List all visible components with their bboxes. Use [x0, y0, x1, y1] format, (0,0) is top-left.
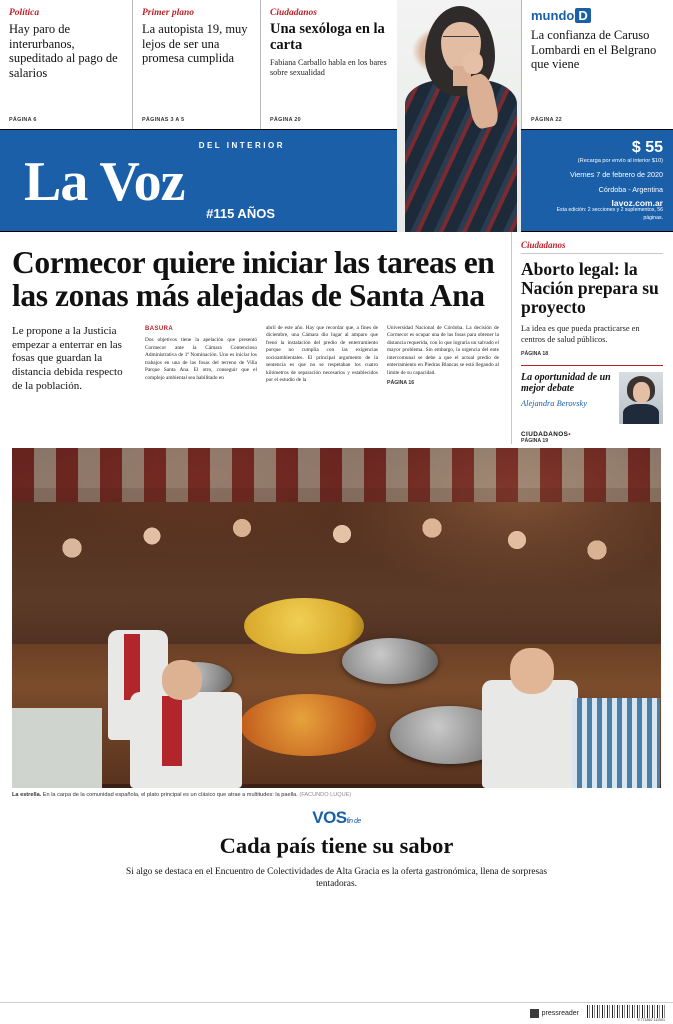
footer-bar — [0, 1002, 673, 1024]
edition-date: Viernes 7 de febrero de 2020 — [570, 169, 663, 179]
secondary-page-ref: PÁGINA 18 — [521, 350, 549, 357]
price-note: (Recarga por envío al interior $10) — [577, 158, 663, 164]
secondary-story-column — [512, 232, 672, 444]
section-footer-tag: CIUDADANOS• — [521, 430, 571, 438]
opinion-author: Alejandra Berovsky — [521, 399, 587, 409]
sexologist-photo — [397, 0, 521, 232]
caption-text: En la carpa de la comunidad española, el plato principal es un clásico que atrae a multitudes: la paella. — [42, 791, 298, 798]
website-link[interactable]: lavoz.com.ar — [611, 198, 663, 209]
teaser-headline: La autopista 19, muy lejos de ser una promesa cumplida — [142, 22, 248, 65]
barcode-block — [587, 1005, 665, 1022]
lead-paragraph: Le propone a la Justicia empezar a enterrar en las fosas que guardan la distancia debida respecto de la población. — [12, 324, 123, 393]
secondary-subhead: La idea es que pueda practicarse en centros de salud públicos. — [521, 323, 640, 344]
article-column-2 — [266, 325, 378, 394]
article-text: abril de este año. Hay que recordar que, a fines de diciembre, una Cámara dio lugar al amparo que frenó la instalación del predio de enterramiento porque no cumplía con las exigencias socioambientales. El principal argumento de la sentencia es que no se respetaban los cuatro kilómetros de separación necesarios y establecidos por el estudio de la — [266, 324, 378, 384]
section-tag: BASURA — [145, 325, 174, 332]
secondary-headline[interactable]: Aborto legal: la Nación prepara su proyecto — [521, 259, 659, 317]
vos-headline: Cada país tiene su sabor — [219, 832, 454, 858]
server-sash-front — [162, 696, 182, 766]
article-text: Universidad Nacional de Córdoba. La decisión de Cormecor es ocupar una de las fosas para obtener la distancia requerida, con lo que lograría un salvado el mayor problema. Sin embargo, la urgencia del ente intercomunal se debe a que el actual predio de enterramiento en Piedras Blancas se está llegando al límite de su capacidad. — [387, 324, 499, 376]
customer-striped-shirt — [572, 698, 660, 788]
page-title: Cormecor quiere iniciar las tareas en las zonas más alejadas de Santa Ana — [12, 245, 495, 314]
server-figure-front — [130, 692, 242, 788]
vos-brand-sub: fin de — [346, 817, 361, 825]
secondary-kicker: Ciudadanos — [521, 240, 663, 254]
avatar-face — [633, 382, 650, 403]
foreground-table-edge — [12, 708, 102, 788]
article-page-ref: PÁGINA 16 — [387, 380, 415, 387]
mundod-logo: mundo D — [531, 8, 664, 23]
teaser-kicker: Ciudadanos — [270, 8, 317, 18]
article-column-3 — [387, 325, 499, 394]
photo-credit: (FACUNDO LUQUE) — [299, 791, 352, 798]
edition-place: Córdoba - Argentina — [598, 184, 663, 194]
opinion-block[interactable] — [521, 372, 663, 424]
glasses-icon — [443, 36, 479, 45]
pressreader-logo[interactable] — [530, 1009, 579, 1018]
teaser-mundod[interactable] — [521, 0, 673, 129]
main-photo — [12, 448, 661, 788]
teaser-page-ref: PÁGINA 20 — [270, 117, 301, 123]
customer-figure-right — [482, 680, 578, 788]
masthead-logo-area[interactable] — [0, 130, 397, 231]
section-footer-page: PÁGINA 19 — [521, 437, 549, 444]
avatar — [619, 372, 663, 424]
teaser-primer-plano[interactable] — [132, 0, 260, 129]
vos-logo — [0, 808, 673, 828]
main-body — [0, 232, 673, 444]
caption-lead: La estrella. — [12, 791, 42, 798]
paella-pan-metal — [342, 638, 438, 684]
vos-brand: VOS — [312, 807, 347, 827]
paella-pan-yellow — [244, 598, 364, 654]
article-columns — [145, 325, 499, 394]
teaser-page-ref: PÁGINA 22 — [531, 117, 562, 123]
opinion-title: La oportunidad de un mejor debate — [521, 371, 611, 394]
teaser-headline: Una sexóloga en la carta — [270, 21, 385, 53]
masthead-logo: La Voz — [24, 151, 185, 213]
teaser-headline: La confianza de Caruso Lombardi en el Belgrano que viene — [531, 28, 657, 71]
teaser-ciudadanos[interactable] — [260, 0, 397, 129]
photo-torso — [405, 80, 517, 232]
paella-pan-red — [240, 694, 376, 756]
lead-story-column — [0, 232, 512, 444]
cook-sash-left — [124, 634, 140, 700]
opinion-text — [521, 372, 613, 410]
teaser-headline: Hay paro de interurbanos, supeditado al pago de salarios — [9, 22, 118, 80]
article-text: Dos objetivos tiene la apelación que presentó Cormecor ante la Cámara Contencioso Administrativa de 1ª Nominación. Uno es iniciar los trabajos en una de las fosas del terreno de Villa Parque Santa Ana. El otro, conseguir que el complejo ambiental sea habilitado en — [145, 337, 257, 381]
masthead-anniversary: #115 AÑOS — [206, 206, 275, 221]
masthead-pretitle: DEL INTERIOR — [198, 141, 285, 150]
server-head-front — [162, 660, 202, 700]
pressreader-label: pressreader — [541, 1010, 579, 1017]
section-footer-label: CIUDADANOS — [521, 430, 569, 438]
vos-supplement-block[interactable] — [0, 808, 673, 890]
masthead — [0, 130, 673, 232]
teaser-strip — [0, 0, 673, 130]
teaser-page-ref: PÁGINAS 3 A 5 — [142, 117, 185, 123]
photo-hand — [463, 52, 483, 74]
teaser-page-ref: PÁGINA 6 — [9, 117, 37, 123]
teaser-kicker: Primer plano — [142, 8, 194, 18]
pressreader-icon — [530, 1009, 539, 1018]
barcode-icon — [587, 1005, 665, 1018]
teaser-kicker: Política — [9, 8, 40, 18]
article-column-1 — [145, 325, 257, 394]
edition-note: Esta edición: 2 secciones y 2 suplementos, 56 páginas. — [556, 207, 663, 222]
customer-head-right — [510, 648, 554, 694]
teaser-subhead: Fabiana Carballo habla en los bares sobre sexualidad — [270, 57, 387, 77]
vos-subhead: Si algo se destaca en el Encuentro de Colectividades de Alta Gracia es la oferta gastronómica, llena de sorpresas tentadoras. — [126, 866, 547, 889]
teaser-politica[interactable] — [0, 0, 132, 129]
divider — [521, 365, 663, 366]
photo-caption — [12, 792, 661, 798]
lead-story-body — [0, 319, 511, 402]
barcode-number: 9 771852 111001 — [637, 1018, 665, 1022]
price: $ 55 — [631, 139, 663, 156]
avatar-body — [623, 404, 659, 424]
lead-story[interactable] — [0, 232, 511, 319]
